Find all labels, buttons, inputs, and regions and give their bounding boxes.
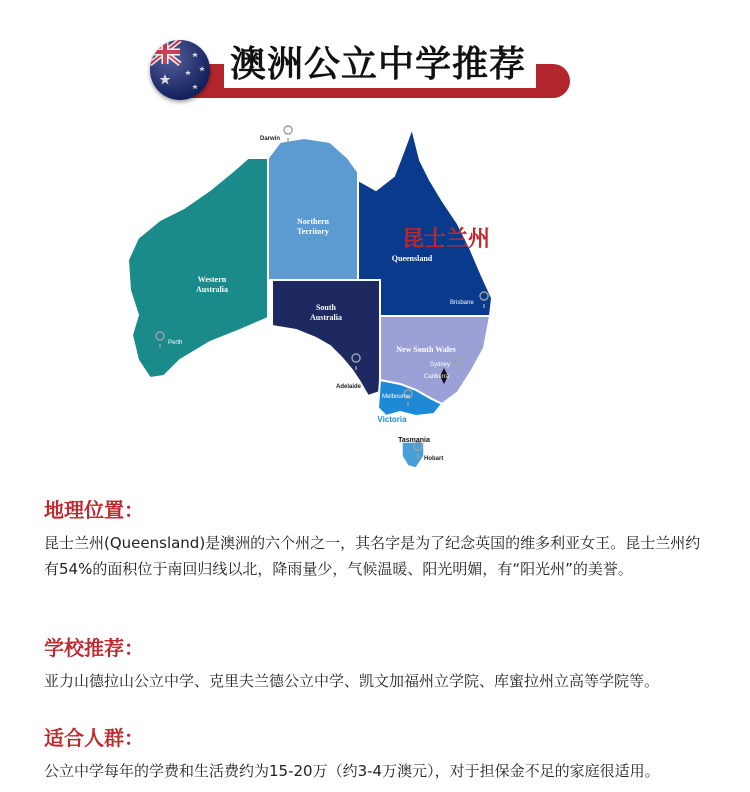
label-northern-territory-2: Territory — [297, 227, 329, 236]
state-western-australia — [128, 158, 268, 378]
section-audience — [44, 724, 714, 784]
state-northern-territory — [268, 138, 358, 280]
label-western-australia-2: Australia — [196, 285, 228, 294]
australia-map — [120, 120, 530, 480]
header — [0, 0, 750, 115]
section-body: 昆士兰州(Queensland)是澳洲的六个州之一，其名字是为了纪念英国的维多利亚女王。昆士兰州约有54%的面积位于南回归线以北，降雨量少，气候温暖、阳光明媚，有“阳光州”的美誉。 — [44, 534, 701, 578]
section-schools — [44, 634, 714, 694]
label-queensland: Queensland — [391, 254, 433, 263]
label-victoria: Victoria — [377, 415, 407, 424]
section-geography — [44, 496, 714, 582]
section-title: 学校推荐： — [44, 636, 144, 660]
city-darwin: Darwin — [260, 136, 281, 142]
city-adelaide: Adelaide — [336, 384, 362, 390]
label-northern-territory-1: Northern — [297, 217, 329, 226]
label-tasmania: Tasmania — [398, 437, 430, 444]
city-brisbane: Brisbane — [450, 300, 474, 306]
state-south-australia — [272, 280, 380, 396]
section-body: 亚力山德拉山公立中学、克里夫兰德公立中学、凯文加福州立学院、库蜜拉州立高等学院等。 — [44, 672, 660, 690]
highlight-label-queensland: 昆士兰州 — [402, 227, 491, 252]
label-south-australia-2: Australia — [310, 313, 342, 322]
australia-flag-icon — [150, 40, 210, 100]
label-new-south-wales: New South Wales — [396, 345, 456, 354]
state-tasmania — [402, 442, 424, 468]
section-body: 公立中学每年的学费和生活费约为15-20万（约3-4万澳元），对于担保金不足的家庭很适用。 — [44, 762, 660, 780]
city-perth: Perth — [168, 340, 183, 346]
city-melbourne: Melbourne — [382, 394, 411, 400]
city-hobart: Hobart — [424, 456, 444, 462]
page-title: 澳洲公立中学推荐 — [224, 42, 536, 88]
city-sydney: Sydney — [430, 362, 451, 368]
label-south-australia-1: South — [315, 303, 337, 312]
label-western-australia-1: Western — [197, 275, 227, 284]
city-canberra: Canberra — [424, 374, 450, 380]
section-title: 地理位置： — [44, 498, 144, 522]
section-title: 适合人群： — [44, 726, 144, 750]
